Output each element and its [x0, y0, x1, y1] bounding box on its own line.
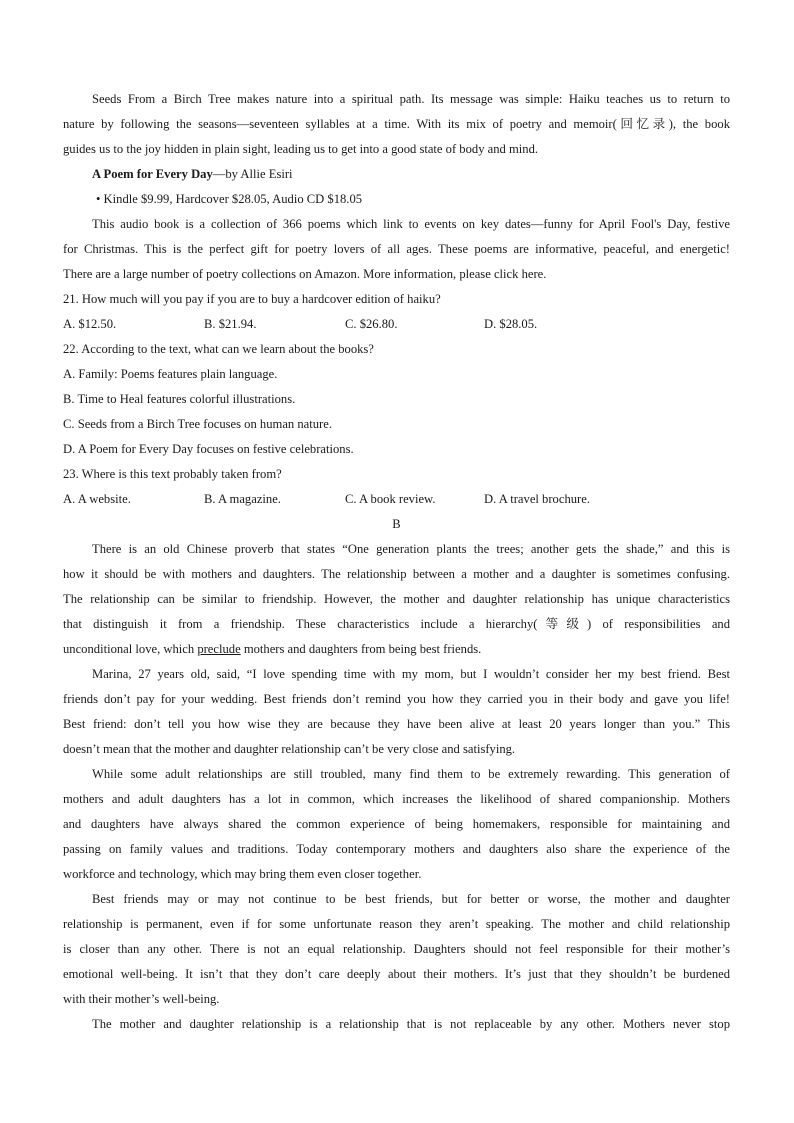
option-a[interactable]: A. $12.50.	[63, 317, 117, 331]
text-line: Seeds From a Birch Tree makes nature into a spiritual path. Its message was simple: Haiku teaches us to return to	[92, 92, 730, 106]
option-c[interactable]: C. $26.80.	[345, 317, 398, 331]
text-line: for Christmas. This is the perfect gift for poetry lovers of all ages. These poems are informative, peaceful, and energetic!	[63, 242, 730, 256]
text-line: emotional well-being. It isn’t that they don’t care deeply about their mothers. It’s just that they shouldn’t be burdened	[63, 967, 730, 981]
paragraph-4	[63, 887, 730, 1012]
text-line: workforce and technology, which may bring them even closer together.	[63, 867, 422, 881]
option-c[interactable]: C. Seeds from a Birch Tree focuses on human nature.	[63, 417, 332, 431]
option-a[interactable]: A. Family: Poems features plain language.	[63, 367, 278, 381]
book-title-line	[63, 162, 730, 187]
question-23-stem: 23. Where is this text probably taken from?	[63, 467, 282, 481]
document-page	[63, 87, 730, 1037]
seeds-paragraph	[63, 87, 730, 162]
book-author: —by Allie Esiri	[212, 167, 293, 181]
text-line: mothers and adult daughters has a lot in common, which increases the likelihood of shared companionship. Mothers	[63, 792, 730, 806]
book-prices: • Kindle $9.99, Hardcover $28.05, Audio CD $18.05	[96, 192, 363, 206]
text-fragment: unconditional love, which	[63, 642, 198, 656]
option-b[interactable]: B. A magazine.	[204, 492, 281, 506]
text-line: The relationship can be similar to friendship. However, the mother and daughter relationship has unique characteristics	[63, 592, 730, 606]
book-title: A Poem for Every Day	[92, 167, 213, 181]
book-description	[63, 212, 730, 287]
underlined-word-preclude: preclude	[197, 642, 241, 656]
text-line: doesn’t mean that the mother and daughter relationship can’t be very close and satisfying.	[63, 742, 516, 756]
option-b[interactable]: B. $21.94.	[204, 317, 257, 331]
paragraph-5	[63, 1012, 730, 1037]
paragraph-3	[63, 762, 730, 887]
text-line: The mother and daughter relationship is a relationship that is not replaceable by any other. Mothers never stop	[92, 1017, 730, 1031]
text-line: Marina, 27 years old, said, “I love spending time with my mom, but I wouldn’t consider her my best friend. Best	[92, 667, 730, 681]
option-c[interactable]: C. A book review.	[345, 492, 436, 506]
option-d[interactable]: D. $28.05.	[484, 317, 538, 331]
text-line: Best friend: don’t tell you how wise they are because they have been alive at least 20 years longer than you.” This	[63, 717, 730, 731]
text-line: There are a large number of poetry collections on Amazon. More information, please click here.	[63, 267, 547, 281]
text-line: is closer than any other. There is not an equal relationship. Daughters should not feel responsible for their mother’s	[63, 942, 730, 956]
text-line: and daughters have always shared the common experience of being homemakers, responsible for maintaining and	[63, 817, 730, 831]
question-21-stem: 21. How much will you pay if you are to buy a hardcover edition of haiku?	[63, 292, 441, 306]
question-22-stem: 22. According to the text, what can we learn about the books?	[63, 342, 374, 356]
text-line: There is an old Chinese proverb that states “One generation plants the trees; another gets the shade,” and this is	[92, 542, 730, 556]
text-line: passing on family values and traditions. Today contemporary mothers and daughters also share the experience of the	[63, 842, 730, 856]
text-line: While some adult relationships are still troubled, many find them to be extremely rewarding. This generation of	[92, 767, 730, 781]
text-line: Best friends may or may not continue to be best friends, but for better or worse, the mother and daughter	[92, 892, 730, 906]
text-line: that distinguish it from a friendship. These characteristics include a hierarchy(等级) of responsibilities and	[63, 617, 730, 631]
paragraph-1	[63, 537, 730, 662]
text-line: friends don’t pay for your wedding. Best friends don’t remind you how they carried you in their body and gave you life!	[63, 692, 730, 706]
text-line: nature by following the seasons—seventeen syllables at a time. With its mix of poetry and memoir(回忆录), the book	[63, 117, 730, 131]
text-line: how it should be with mothers and daughters. The relationship between a mother and a daughter is sometimes confusing.	[63, 567, 730, 581]
text-line	[63, 637, 730, 662]
paragraph-2	[63, 662, 730, 762]
text-line: relationship is permanent, even if for some unfortunate reason they aren’t speaking. The mother and child relationship	[63, 917, 730, 931]
section-b-heading: B	[392, 517, 401, 531]
option-d[interactable]: D. A travel brochure.	[484, 492, 590, 506]
question-21-options	[63, 312, 730, 337]
option-b[interactable]: B. Time to Heal features colorful illustrations.	[63, 392, 296, 406]
text-line: guides us to the joy hidden in plain sight, leading us to get into a good state of body and mind.	[63, 142, 539, 156]
text-line: with their mother’s well-being.	[63, 992, 220, 1006]
option-d[interactable]: D. A Poem for Every Day focuses on festive celebrations.	[63, 442, 354, 456]
text-fragment: mothers and daughters from being best friends.	[240, 642, 482, 656]
text-line: This audio book is a collection of 366 poems which link to events on key dates—funny for April Fool's Day, festive	[92, 217, 730, 231]
question-23-options	[63, 487, 730, 512]
option-a[interactable]: A. A website.	[63, 492, 131, 506]
